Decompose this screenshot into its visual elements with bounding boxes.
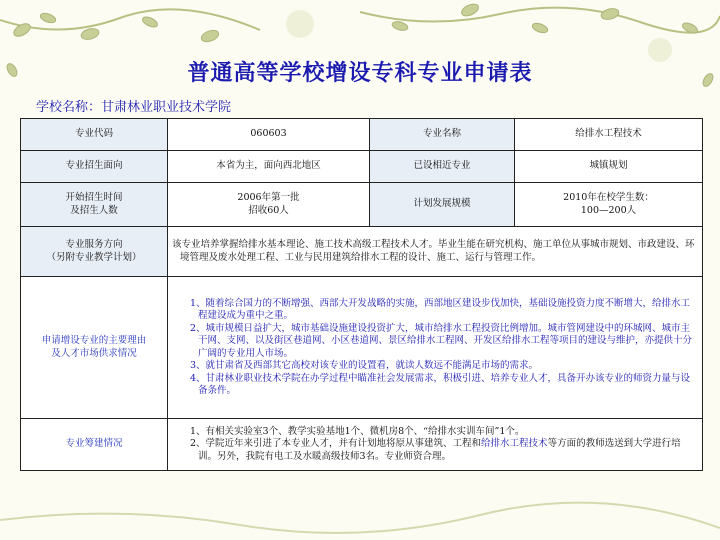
reason-item: 4、甘肃林业职业技术学院在办学过程中瞄准社会发展需求，积极引进、培养专业人才，具备开办该专业的师资力量与设备条件。 (190, 372, 691, 396)
major-name-label: 专业名称 (370, 119, 515, 151)
page-title: 普通高等学校增设专科专业申请表 (187, 61, 533, 86)
plan-scale-value: 2010年在校学生数： 100—200人 (515, 183, 703, 227)
service-direction-text: 该专业培养掌握给排水基本理论、施工技术高级工程技术人才。毕业生能在研究机构、施工单位从事城市规划、市政建设、环境管理及废水处理工程、工业与民用建筑给排水工程的设计、施工、运行与管理工作。 (168, 227, 703, 277)
reasons-list (168, 277, 703, 419)
preparation-text: 1、有相关实验室3个、教学实验基地1个、微机房8个、“给排水实训车间”1个。 2、学院近年来引进了本专业人才，并有计划地将原从事建筑、工程和给排水工程技术等方面的教师选送到大学进行培训。另外，我院有电工及水暖高级技师3名。专业师资合理。 (168, 419, 703, 471)
enrollment-direction-label: 专业招生面向 (21, 151, 168, 183)
start-time-value: 2006年第一批 招收60人 (168, 183, 370, 227)
reasons-label: 申请增设专业的主要理由 及人才市场供求情况 (21, 277, 168, 419)
application-table (20, 118, 703, 471)
reason-item: 2、城市规模日益扩大，城市基础设施建设投资扩大，城市给排水工程投资比例增加。城市管网建设中的环城网、城市主干网、支网、以及街区巷道网、小区巷道网、景区给排水工程网、开发区给排水工程等项目的建设与维护，亦提供十分广阔的专业用人市场。 (190, 322, 693, 359)
related-major-label: 已设相近专业 (370, 151, 515, 183)
plan-scale-label: 计划发展规模 (370, 183, 515, 227)
major-code-label: 专业代码 (21, 119, 168, 151)
enrollment-direction-value: 本省为主，面向西北地区 (168, 151, 370, 183)
preparation-label: 专业筹建情况 (21, 419, 168, 471)
school-name: 学校名称：甘肃林业职业技术学院 (36, 100, 232, 115)
reason-item: 3、就甘肃省及西部其它高校对该专业的设置看，就读人数远不能满足市场的需求。 (190, 360, 539, 371)
related-major-value: 城镇规划 (515, 151, 703, 183)
reason-item: 1、随着综合国力的不断增强、西部大开发战略的实施，西部地区建设步伐加快，基础设施投资力度不断增大，给排水工程建设成为重中之重。 (190, 297, 691, 321)
start-time-label: 开始招生时间 及招生人数 (21, 183, 168, 227)
major-name-value: 给排水工程技术 (515, 119, 703, 151)
major-code-value: 060603 (168, 119, 370, 151)
service-direction-label: 专业服务方向 （另附专业教学计划） (21, 227, 168, 277)
